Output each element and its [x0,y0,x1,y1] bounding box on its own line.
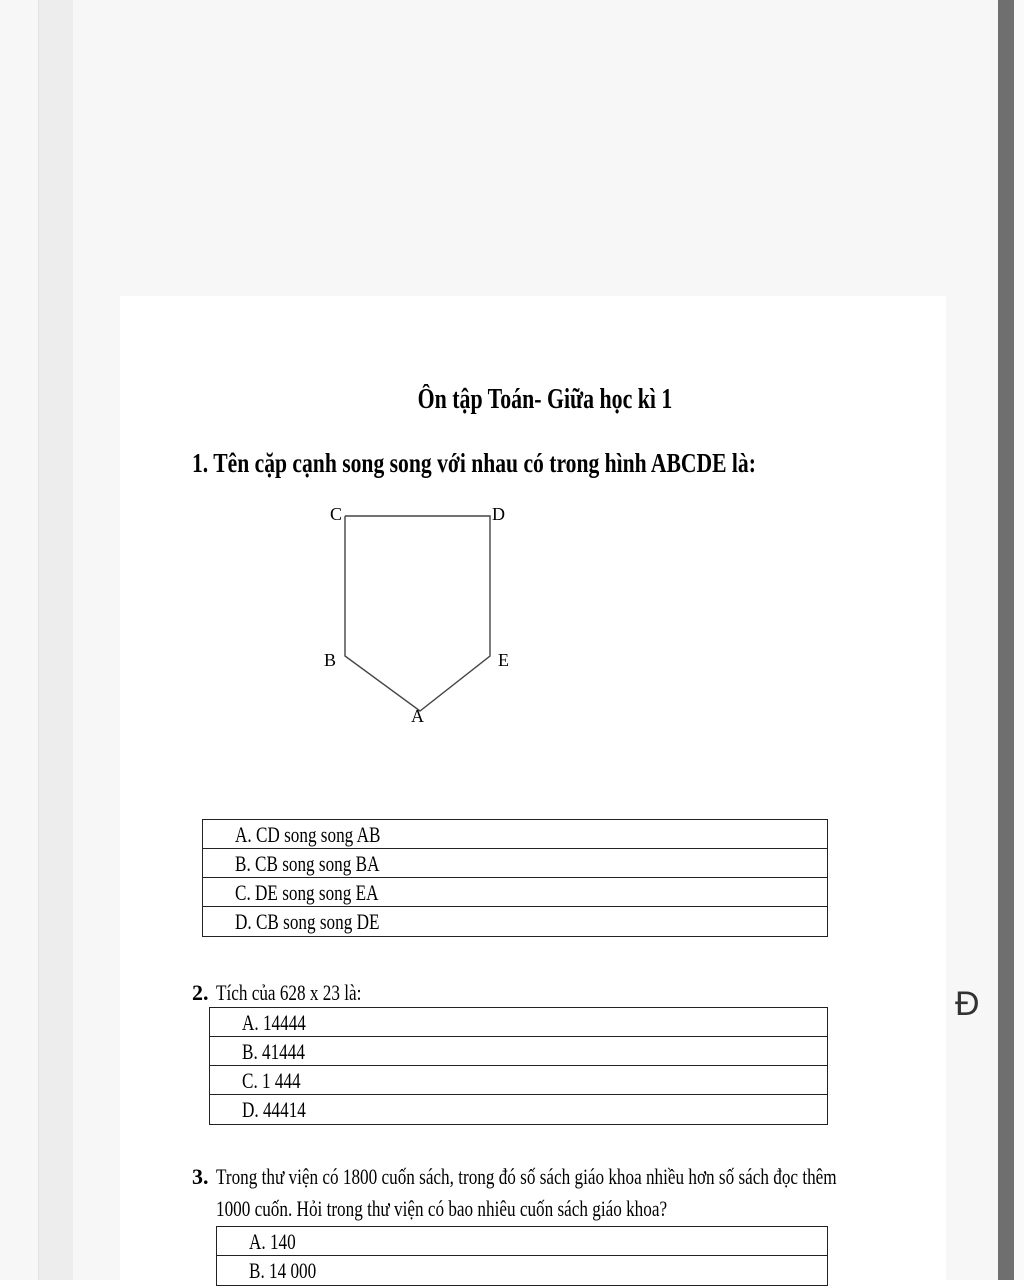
document-page [120,296,946,1283]
option-row [210,1066,827,1095]
option-text: A. CD song song AB [235,822,381,847]
option-text: D. 44414 [242,1097,306,1122]
option-row [210,1008,827,1037]
option-row [210,1095,827,1124]
option-text: B. CB song song BA [235,851,380,876]
option-row [203,907,827,936]
question-1-text: 1. Tên cặp cạnh song song với nhau có trong hình ABCDE là: [192,448,756,478]
vertical-scrollbar[interactable] [998,0,1014,1280]
option-text: D. CB song song DE [235,909,380,934]
option-text: A. 140 [249,1229,296,1254]
left-page-margin [38,0,73,1280]
option-row [210,1037,827,1066]
side-glyph: Đ [955,985,980,1023]
vertex-label-b: B [324,650,337,670]
option-row [203,878,827,907]
question-2-text: Tích của 628 x 23 là: [216,980,362,1005]
page-title: Ôn tập Toán- Giữa học kì 1 [417,384,673,415]
option-row [217,1227,827,1256]
vertex-label-a: A [411,706,424,726]
option-row [203,820,827,849]
question-3-number: 3. [192,1164,209,1189]
question-2-options [209,1007,828,1125]
pentagon-shape [345,516,490,711]
question-3-text-line-2: 1000 cuốn. Hỏi trong thư viện có bao nhiêu cuốn sách giáo khoa? [216,1196,668,1221]
option-text: C. DE song song EA [235,880,379,905]
right-edge [1014,0,1024,1280]
option-text: A. 14444 [242,1010,306,1035]
vertex-label-c: C [330,504,343,524]
question-3-text-line-1: Trong thư viện có 1800 cuốn sách, trong đó số sách giáo khoa nhiều hơn số sách đọc thêm [216,1164,837,1189]
option-text: B. 14 000 [249,1258,317,1283]
vertex-label-d: D [492,504,505,524]
vertex-label-e: E [498,650,509,670]
question-3-options [216,1226,828,1286]
option-row [217,1256,827,1285]
pentagon-figure [310,496,550,736]
option-text: C. 1 444 [242,1068,301,1093]
question-1-options [202,819,828,937]
option-row [203,849,827,878]
option-text: B. 41444 [242,1039,305,1064]
question-2-number: 2. [192,980,209,1005]
